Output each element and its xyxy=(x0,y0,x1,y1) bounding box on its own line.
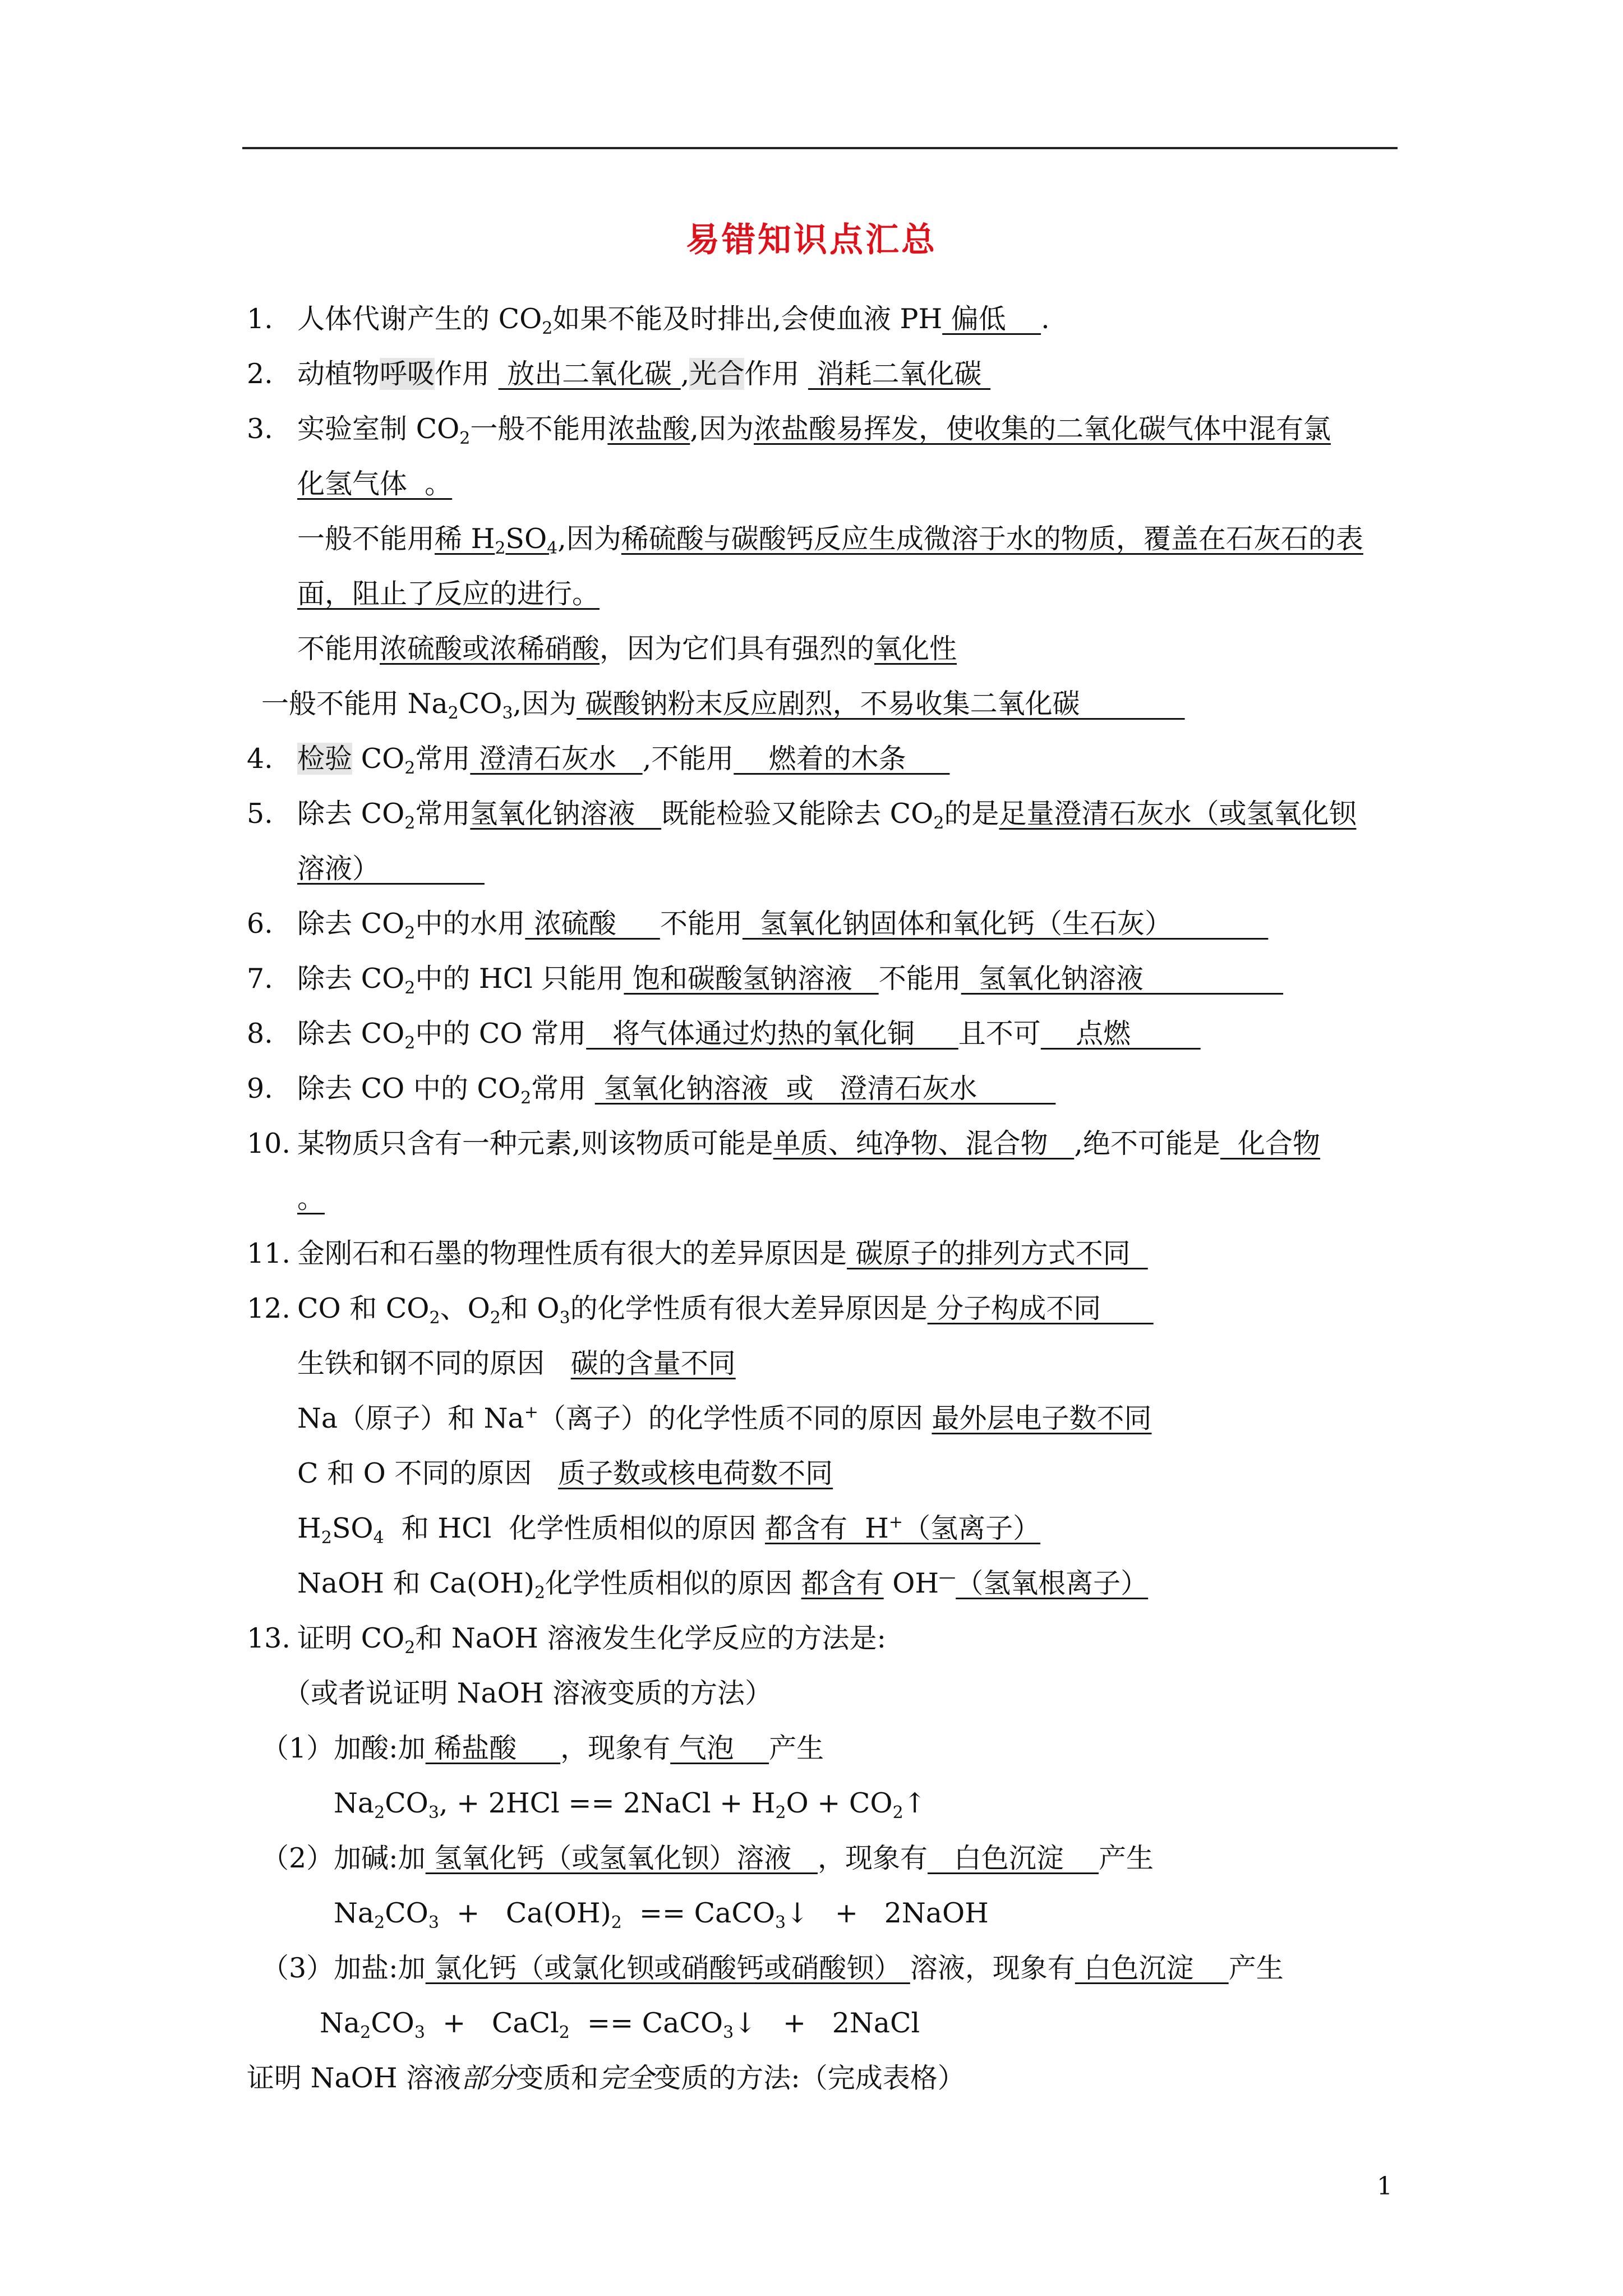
method-salt: （3）加盐:加 氯化钙（或氯化钡或硝酸钙或硝酸钡） 溶液，现象有 白色沉淀 产生 xyxy=(261,1952,1284,1984)
item-3-line-2: 化氢气体 。 xyxy=(297,468,453,500)
item-number: 2. xyxy=(247,358,273,390)
item-3-line-3: 一般不能用稀 $H_2SO_4$,因为稀硫酸与碳酸钙反应生成微溶于水的物质，覆盖在石灰石的表 xyxy=(297,523,1363,558)
item-5-line-1: 除去 $CO_2$常用氢氧化钠溶液 既能检验又能除去 $CO_2$的是足量澄清石灰水（或氢氧化钡 xyxy=(297,798,1357,833)
equation-base: $Na_2CO_3 + Ca(OH)_2$ == CaCO$_3$↓ + 2NaOH xyxy=(334,1897,989,1932)
item-13-line-2: （或者说证明 NaOH 溶液变质的方法） xyxy=(283,1677,773,1709)
item-8: 除去 $CO_2$中的 CO 常用 将气体通过灼热的氧化铜 且不可 点燃 xyxy=(297,1018,1201,1053)
item-number: 4. xyxy=(247,743,273,775)
item-number: 12. xyxy=(247,1292,291,1324)
item-1: 人体代谢产生的 $CO_2$如果不能及时排出,会使血液 PH 偏低 . xyxy=(297,303,1050,338)
item-number: 8. xyxy=(247,1018,273,1050)
page-title: 易错知识点汇总 xyxy=(686,220,937,260)
item-3-line-5: 不能用浓硫酸或浓稀硝酸，因为它们具有强烈的氧化性 xyxy=(297,633,957,665)
item-number: 3. xyxy=(247,413,273,445)
item-5-line-2: 溶液） xyxy=(297,853,485,885)
item-number: 6. xyxy=(247,908,273,940)
item-12-line-5: $H_2SO_4$ 和 HCl 化学性质相似的原因 都含有 H+（氢离子） xyxy=(297,1512,1041,1548)
item-3-line-1: 实验室制 $CO_2$一般不能用浓盐酸,因为浓盐酸易挥发，使收集的二氧化碳气体中混有氯 xyxy=(297,413,1331,448)
item-number: 11. xyxy=(247,1237,291,1269)
header-rule xyxy=(242,147,1398,149)
item-number: 13. xyxy=(247,1622,291,1654)
item-12-line-4: C 和 O 不同的原因 质子数或核电荷数不同 xyxy=(297,1457,833,1489)
item-9: 除去 CO 中的 $CO_2$常用 氢氧化钠溶液 或 澄清石灰水 xyxy=(297,1073,1056,1108)
item-13-line-1: 证明 $CO_2$和 NaOH 溶液发生化学反应的方法是: xyxy=(297,1622,886,1658)
item-number: 7. xyxy=(247,963,273,995)
item-12-line-1: CO 和 $CO_2$、$O_2$和 $O_3$的化学性质有很大差异原因是 分子构成不同 xyxy=(297,1292,1154,1328)
item-7: 除去 $CO_2$中的 HCl 只能用 饱和碳酸氢钠溶液 不能用 氢氧化钠溶液 xyxy=(297,963,1284,998)
equation-acid: $Na_2CO_3$, + 2HCl == 2NaCl + $H_2O$ + $CO_2↑$ xyxy=(334,1787,926,1823)
item-number: 10. xyxy=(247,1128,291,1159)
item-number: 5. xyxy=(247,798,273,830)
item-3-line-4: 面，阻止了反应的进行。 xyxy=(297,578,600,610)
method-acid: （1）加酸:加 稀盐酸 ，现象有 气泡 产生 xyxy=(261,1732,824,1764)
item-12-line-6: NaOH 和 $Ca(OH)_2$化学性质相似的原因 都含有 OH—（氢氧根离子） xyxy=(297,1567,1149,1603)
equation-salt: $Na_2CO_3$ + CaCl$_2$ == CaCO$_3$↓ + 2NaCl xyxy=(320,2007,920,2042)
item-12-line-3: Na（原子）和 Na+（离子）的化学性质不同的原因 最外层电子数不同 xyxy=(297,1402,1152,1434)
item-10-line-2: 。 xyxy=(297,1182,325,1214)
final-note: 证明 NaOH 溶液部分变质和完全变质的方法:（完成表格） xyxy=(247,2062,965,2094)
item-number: 1. xyxy=(247,303,273,335)
page-number: 1 xyxy=(1377,2172,1393,2201)
item-3-line-6: 一般不能用 $Na_2CO_3$,因为 碳酸钠粉末反应剧烈，不易收集二氧化碳 xyxy=(261,688,1185,723)
item-11: 金刚石和石墨的物理性质有很大的差异原因是 碳原子的排列方式不同 xyxy=(297,1237,1148,1269)
item-number: 9. xyxy=(247,1073,273,1105)
item-4: 检验 $CO_2$常用 澄清石灰水 ,不能用 燃着的木条 xyxy=(297,743,950,778)
item-6: 除去 $CO_2$中的水用 浓硫酸 不能用 氢氧化钠固体和氧化钙（生石灰） xyxy=(297,908,1269,943)
item-12-line-2: 生铁和钢不同的原因 碳的含量不同 xyxy=(297,1347,736,1379)
item-2: 动植物呼吸作用 放出二氧化碳 ,光合作用 消耗二氧化碳 xyxy=(297,358,991,390)
item-10-line-1: 某物质只含有一种元素,则该物质可能是单质、纯净物、混合物 ,绝不可能是 化合物 xyxy=(297,1128,1321,1159)
method-base: （2）加碱:加 氢氧化钙（或氢氧化钡）溶液 ，现象有 白色沉淀 产生 xyxy=(261,1842,1154,1874)
